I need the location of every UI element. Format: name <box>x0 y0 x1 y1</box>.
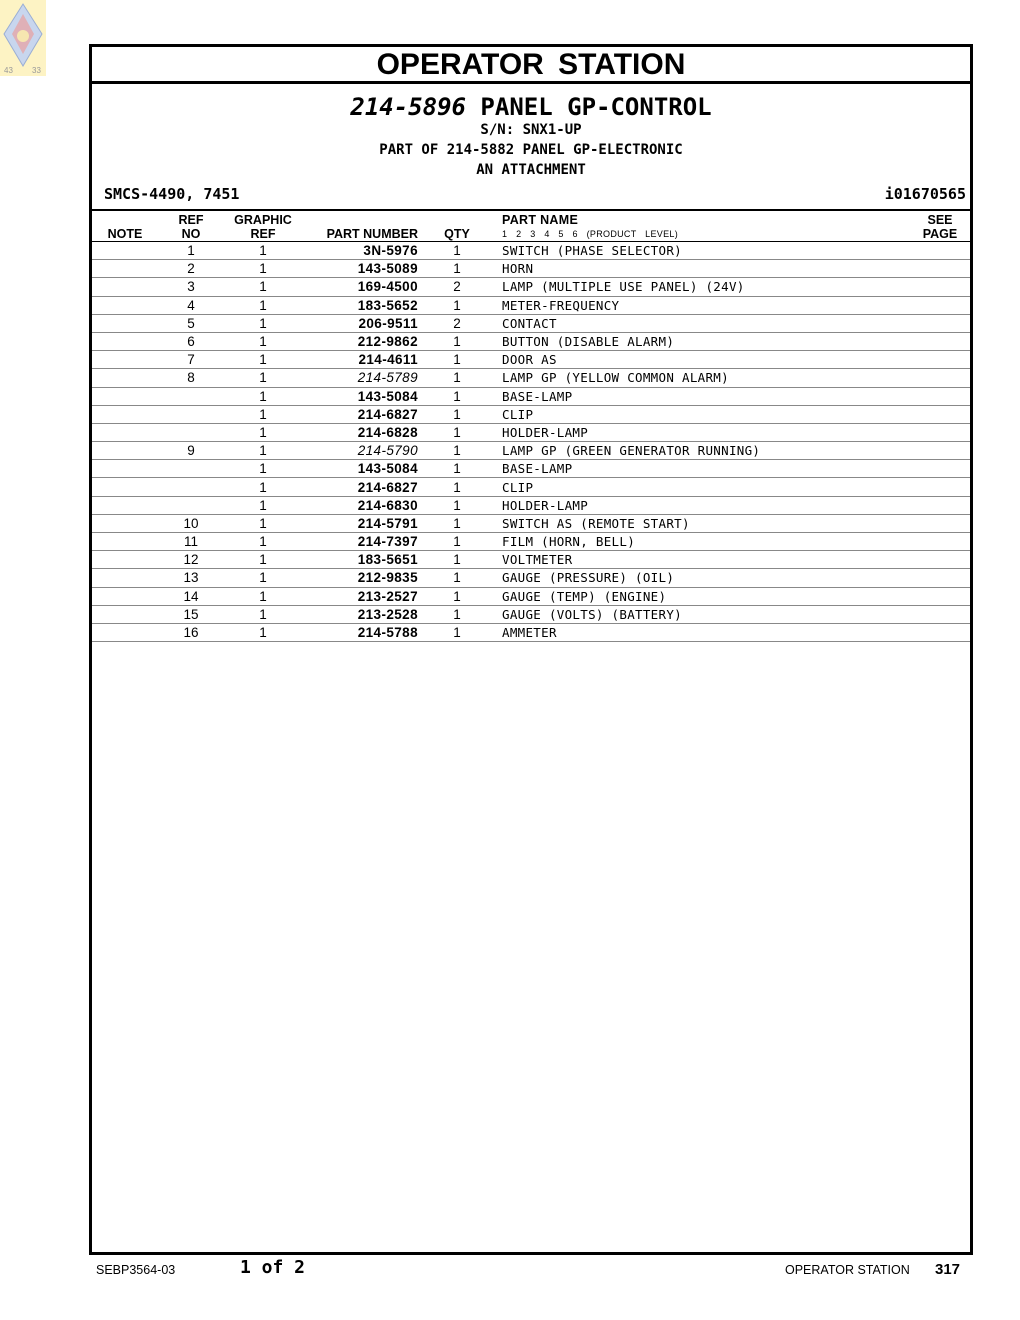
cell-part-name: HOLDER-LAMP <box>496 423 910 441</box>
table-row <box>92 496 970 514</box>
cell-see-page <box>910 260 970 278</box>
cell-graphic-ref: 1 <box>224 423 302 441</box>
cell-part-number: 214-5789 <box>302 369 418 387</box>
cell-qty: 1 <box>418 533 496 551</box>
cell-qty: 1 <box>418 332 496 350</box>
cell-part-number: 214-7397 <box>302 533 418 551</box>
cell-note <box>92 496 158 514</box>
cell-part-name: SWITCH (PHASE SELECTOR) <box>496 242 910 260</box>
cell-see-page <box>910 478 970 496</box>
cell-see-page <box>910 351 970 369</box>
cell-ref-no <box>158 496 224 514</box>
cell-see-page <box>910 533 970 551</box>
cell-part-name: FILM (HORN, BELL) <box>496 533 910 551</box>
table-row <box>92 242 970 260</box>
column-part-name: PART NAME 1 2 3 4 5 6 (PRODUCT LEVEL) <box>496 211 910 242</box>
cell-graphic-ref: 1 <box>224 405 302 423</box>
cell-part-number: 212-9862 <box>302 332 418 350</box>
cell-see-page <box>910 569 970 587</box>
cell-part-name: GAUGE (TEMP) (ENGINE) <box>496 587 910 605</box>
cell-qty: 1 <box>418 423 496 441</box>
cell-part-name: LAMP (MULTIPLE USE PANEL) (24V) <box>496 278 910 296</box>
cell-part-number: 213-2527 <box>302 587 418 605</box>
cell-part-name: BUTTON (DISABLE ALARM) <box>496 332 910 350</box>
cell-qty: 1 <box>418 569 496 587</box>
cell-ref-no: 2 <box>158 260 224 278</box>
cell-note <box>92 442 158 460</box>
cell-qty: 1 <box>418 551 496 569</box>
cell-qty: 1 <box>418 514 496 532</box>
page-footer <box>0 1257 1020 1283</box>
cell-ref-no: 6 <box>158 332 224 350</box>
cell-qty: 1 <box>418 405 496 423</box>
cell-qty: 1 <box>418 369 496 387</box>
cell-part-name: DOOR AS <box>496 351 910 369</box>
cell-graphic-ref: 1 <box>224 296 302 314</box>
cell-note <box>92 569 158 587</box>
cell-part-name: HOLDER-LAMP <box>496 496 910 514</box>
cell-part-number: 143-5084 <box>302 387 418 405</box>
publisher-logo <box>0 0 46 76</box>
cell-ref-no: 7 <box>158 351 224 369</box>
column-note: NOTE <box>92 211 158 242</box>
cell-ref-no <box>158 423 224 441</box>
cell-qty: 2 <box>418 314 496 332</box>
cell-note <box>92 332 158 350</box>
cell-ref-no: 12 <box>158 551 224 569</box>
cell-qty: 2 <box>418 278 496 296</box>
table-row <box>92 332 970 350</box>
cell-see-page <box>910 514 970 532</box>
document-number: SEBP3564-03 <box>96 1263 176 1277</box>
cell-graphic-ref: 1 <box>224 442 302 460</box>
cell-ref-no: 4 <box>158 296 224 314</box>
cell-qty: 1 <box>418 387 496 405</box>
cell-note <box>92 514 158 532</box>
cell-part-number: 214-5791 <box>302 514 418 532</box>
cell-part-number: 212-9835 <box>302 569 418 587</box>
cell-ref-no: 3 <box>158 278 224 296</box>
cell-see-page <box>910 278 970 296</box>
cell-part-number: 183-5652 <box>302 296 418 314</box>
cell-qty: 1 <box>418 442 496 460</box>
cell-qty: 1 <box>418 605 496 623</box>
table-row <box>92 533 970 551</box>
cell-part-number: 214-6828 <box>302 423 418 441</box>
table-row <box>92 278 970 296</box>
table-row <box>92 514 970 532</box>
table-row <box>92 623 970 641</box>
parts-table <box>92 211 970 642</box>
cell-ref-no: 11 <box>158 533 224 551</box>
cell-see-page <box>910 242 970 260</box>
cell-part-number: 214-6830 <box>302 496 418 514</box>
cell-part-number: 214-4611 <box>302 351 418 369</box>
table-row <box>92 387 970 405</box>
table-row <box>92 551 970 569</box>
cell-see-page <box>910 623 970 641</box>
cell-note <box>92 351 158 369</box>
cell-note <box>92 478 158 496</box>
assembly-title <box>92 84 970 120</box>
cell-part-number: 214-5790 <box>302 442 418 460</box>
cell-ref-no: 5 <box>158 314 224 332</box>
cell-ref-no: 1 <box>158 242 224 260</box>
cell-part-name: GAUGE (VOLTS) (BATTERY) <box>496 605 910 623</box>
cell-graphic-ref: 1 <box>224 551 302 569</box>
cell-part-number: 143-5084 <box>302 460 418 478</box>
cell-note <box>92 623 158 641</box>
table-row <box>92 369 970 387</box>
cell-part-name: GAUGE (PRESSURE) (OIL) <box>496 569 910 587</box>
cell-part-number: 206-9511 <box>302 314 418 332</box>
cell-part-number: 214-6827 <box>302 478 418 496</box>
cell-qty: 1 <box>418 587 496 605</box>
cell-ref-no: 16 <box>158 623 224 641</box>
cell-graphic-ref: 1 <box>224 460 302 478</box>
cell-part-name: SWITCH AS (REMOTE START) <box>496 514 910 532</box>
table-row <box>92 605 970 623</box>
column-see-page: SEE PAGE <box>910 211 970 242</box>
cell-see-page <box>910 605 970 623</box>
cell-ref-no: 8 <box>158 369 224 387</box>
cell-note <box>92 387 158 405</box>
cell-graphic-ref: 1 <box>224 623 302 641</box>
cell-ref-no: 15 <box>158 605 224 623</box>
table-row <box>92 405 970 423</box>
cell-graphic-ref: 1 <box>224 314 302 332</box>
cell-graphic-ref: 1 <box>224 569 302 587</box>
part-of-line: PART OF 214-5882 PANEL GP-ELECTRONIC <box>379 142 683 158</box>
page-title: OPERATOR STATION <box>92 47 970 84</box>
assembly-part-number: 214-5896 <box>350 93 466 121</box>
cell-part-number: 183-5651 <box>302 551 418 569</box>
logo-number-right: 33 <box>32 66 41 75</box>
serial-number: S/N: SNX1-UP <box>480 122 582 138</box>
footer-section: OPERATOR STATION <box>785 1263 910 1277</box>
cell-qty: 1 <box>418 478 496 496</box>
table-row <box>92 478 970 496</box>
table-row <box>92 423 970 441</box>
product-levels: 1 2 3 4 5 6 (PRODUCT LEVEL) <box>502 229 678 239</box>
page-of: 1 of 2 <box>240 1257 306 1278</box>
cell-part-name: AMMETER <box>496 623 910 641</box>
cell-graphic-ref: 1 <box>224 351 302 369</box>
table-row <box>92 260 970 278</box>
cell-part-number: 213-2528 <box>302 605 418 623</box>
table-row <box>92 296 970 314</box>
cell-see-page <box>910 587 970 605</box>
cell-part-number: 214-5788 <box>302 623 418 641</box>
cell-ref-no: 14 <box>158 587 224 605</box>
cell-part-name: LAMP GP (GREEN GENERATOR RUNNING) <box>496 442 910 460</box>
cell-see-page <box>910 332 970 350</box>
cell-see-page <box>910 314 970 332</box>
cell-ref-no: 9 <box>158 442 224 460</box>
cell-ref-no: 13 <box>158 569 224 587</box>
table-row <box>92 351 970 369</box>
cell-note <box>92 278 158 296</box>
table-row <box>92 569 970 587</box>
cell-part-name: METER-FREQUENCY <box>496 296 910 314</box>
assembly-header <box>92 84 970 211</box>
column-part-number: PART NUMBER <box>302 211 418 242</box>
cell-note <box>92 369 158 387</box>
cell-part-name: LAMP GP (YELLOW COMMON ALARM) <box>496 369 910 387</box>
cell-see-page <box>910 387 970 405</box>
cell-ref-no <box>158 405 224 423</box>
column-graphic-ref: GRAPHIC REF <box>224 211 302 242</box>
cell-graphic-ref: 1 <box>224 369 302 387</box>
cell-graphic-ref: 1 <box>224 533 302 551</box>
logo-number-left: 43 <box>4 66 13 75</box>
parts-table-header <box>92 211 970 242</box>
parts-table-body <box>92 242 970 642</box>
cell-qty: 1 <box>418 460 496 478</box>
illustration-id: i01670565 <box>884 185 966 203</box>
cell-graphic-ref: 1 <box>224 387 302 405</box>
cell-part-name: BASE-LAMP <box>496 387 910 405</box>
cell-graphic-ref: 1 <box>224 605 302 623</box>
cell-graphic-ref: 1 <box>224 478 302 496</box>
cell-note <box>92 533 158 551</box>
cell-part-name: HORN <box>496 260 910 278</box>
cell-graphic-ref: 1 <box>224 587 302 605</box>
cell-note <box>92 296 158 314</box>
cell-note <box>92 314 158 332</box>
cell-note <box>92 242 158 260</box>
cell-part-name: CONTACT <box>496 314 910 332</box>
cell-note <box>92 260 158 278</box>
cell-see-page <box>910 496 970 514</box>
attachment-line: AN ATTACHMENT <box>476 162 586 178</box>
cell-note <box>92 423 158 441</box>
cell-see-page <box>910 405 970 423</box>
cell-part-number: 3N-5976 <box>302 242 418 260</box>
cell-part-name: VOLTMETER <box>496 551 910 569</box>
cell-note <box>92 605 158 623</box>
cell-graphic-ref: 1 <box>224 278 302 296</box>
cell-part-name: BASE-LAMP <box>496 460 910 478</box>
cell-graphic-ref: 1 <box>224 332 302 350</box>
cell-note <box>92 551 158 569</box>
table-row <box>92 460 970 478</box>
cell-see-page <box>910 442 970 460</box>
smcs-code: SMCS-4490, 7451 <box>104 185 240 203</box>
cell-qty: 1 <box>418 496 496 514</box>
page-number: 317 <box>935 1261 961 1278</box>
cell-see-page <box>910 296 970 314</box>
cell-qty: 1 <box>418 260 496 278</box>
cell-see-page <box>910 460 970 478</box>
cell-see-page <box>910 369 970 387</box>
cell-ref-no <box>158 387 224 405</box>
cell-note <box>92 405 158 423</box>
table-row <box>92 442 970 460</box>
cell-graphic-ref: 1 <box>224 260 302 278</box>
cell-ref-no <box>158 460 224 478</box>
cell-ref-no: 10 <box>158 514 224 532</box>
cell-note <box>92 587 158 605</box>
cell-see-page <box>910 551 970 569</box>
cell-ref-no <box>158 478 224 496</box>
cell-graphic-ref: 1 <box>224 242 302 260</box>
assembly-part-name: PANEL GP-CONTROL <box>480 93 712 121</box>
page-frame <box>89 44 973 1255</box>
cell-qty: 1 <box>418 623 496 641</box>
cell-graphic-ref: 1 <box>224 514 302 532</box>
cell-qty: 1 <box>418 296 496 314</box>
cell-qty: 1 <box>418 351 496 369</box>
column-ref-no: REF NO <box>158 211 224 242</box>
cell-graphic-ref: 1 <box>224 496 302 514</box>
cell-see-page <box>910 423 970 441</box>
cell-part-name: CLIP <box>496 478 910 496</box>
cell-qty: 1 <box>418 242 496 260</box>
column-qty: QTY <box>418 211 496 242</box>
cell-part-number: 143-5089 <box>302 260 418 278</box>
table-row <box>92 587 970 605</box>
cell-note <box>92 460 158 478</box>
cell-part-number: 214-6827 <box>302 405 418 423</box>
table-row <box>92 314 970 332</box>
cell-part-name: CLIP <box>496 405 910 423</box>
cell-part-number: 169-4500 <box>302 278 418 296</box>
